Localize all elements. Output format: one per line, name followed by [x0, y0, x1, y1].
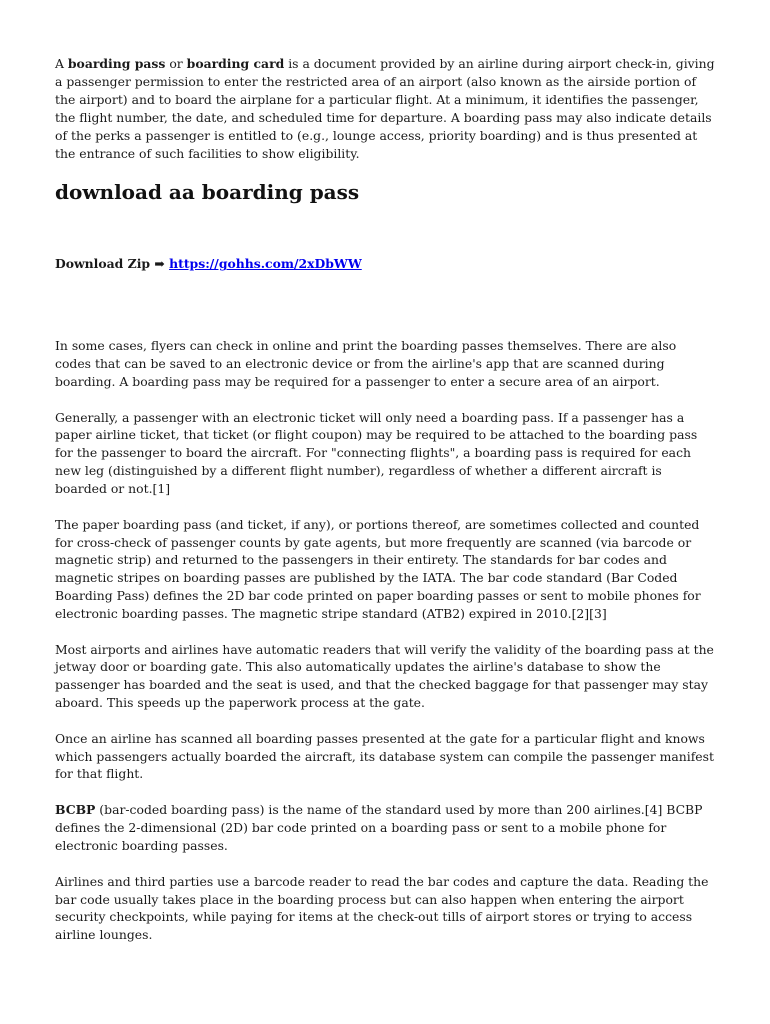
- download-label: Download Zip ➡: [55, 256, 170, 272]
- intro-rest: is a document provided by an airline during airport check-in, giving a passenger permission to enter the restricted area of an airport (also known as the airside portion of the airport) and to board the airplane for a particular flight. At a minimum, it identifies the passenger, the flight number, the date, and scheduled time for departure. A boarding pass may also indicate details of the perks a passenger is entitled to (e.g., lounge access, priority boarding) and is thus presented at the entrance of such facilities to show eligibility.: [55, 56, 715, 161]
- intro-or: or: [165, 56, 187, 71]
- term-bcbp: BCBP: [55, 802, 96, 818]
- download-line: [55, 255, 715, 273]
- term-boarding-pass: boarding pass: [67, 56, 166, 71]
- intro-paragraph: [55, 55, 715, 162]
- term-boarding-card: boarding card: [186, 56, 285, 71]
- paragraph-automatic-readers: Most airports and airlines have automatic readers that will verify the validity of the boarding pass at the jetway door or boarding gate. This also automatically updates the airline's database to show the passenger has boarded and the seat is used, and that the checked baggage for that passenger may stay aboard. This speeds up the paperwork process at the gate.: [55, 641, 714, 711]
- bcbp-rest: (bar-coded boarding pass) is the name of the standard used by more than 200 airlines.[4] BCBP defines the 2-dimensional (2D) bar code printed on a boarding pass or sent to a mobile phone for electronic boarding passes.: [55, 802, 703, 854]
- paragraph-barcode-reader: Airlines and third parties use a barcode reader to read the bar codes and capture the data. Reading the bar code usually takes place in the boarding process but can also happen when entering the airport security checkpoints, while paying for items at the check-out tills of airport stores or trying to access airline lounges.: [55, 873, 709, 943]
- download-link[interactable]: https://gohhs.com/2xDbWW: [169, 256, 362, 272]
- intro-prefix: A: [55, 56, 68, 71]
- paragraph-paper-boarding-pass: The paper boarding pass (and ticket, if any), or portions thereof, are sometimes collected and counted for cross-check of passenger counts by gate agents, but more frequently are scanned (via barcode or magnetic strip) and returned to the passengers in their entirety. The standards for bar codes and magnetic stripes on boarding passes are published by the IATA. The bar code standard (Bar Coded Boarding Pass) defines the 2D bar code printed on paper boarding passes or sent to mobile phones for electronic boarding passes. The magnetic stripe standard (ATB2) expired in 2010.[2][3]: [55, 516, 701, 622]
- paragraph-bcbp: [55, 801, 715, 855]
- document-page: [55, 55, 715, 962]
- page-heading: download aa boarding pass: [55, 180, 360, 205]
- paragraph-electronic-ticket: Generally, a passenger with an electronic ticket will only need a boarding pass. If a passenger has a paper airline ticket, that ticket (or flight coupon) may be required to be attached to the boarding pass for the passenger to board the aircraft. For "connecting flights", a boarding pass is required for each new leg (distinguished by a different flight number), regardless of whether a different aircraft is boarded or not.[1]: [55, 409, 698, 497]
- paragraph-online-checkin: In some cases, flyers can check in online and print the boarding passes themselves. There are also codes that can be saved to an electronic device or from the airline's app that are scanned during boarding. A boarding pass may be required for a passenger to enter a secure area of an airport.: [55, 338, 677, 390]
- paragraph-passenger-manifest: Once an airline has scanned all boarding passes presented at the gate for a particular flight and knows which passengers actually boarded the aircraft, its database system can compile the passenger manifest for that flight.: [55, 730, 714, 782]
